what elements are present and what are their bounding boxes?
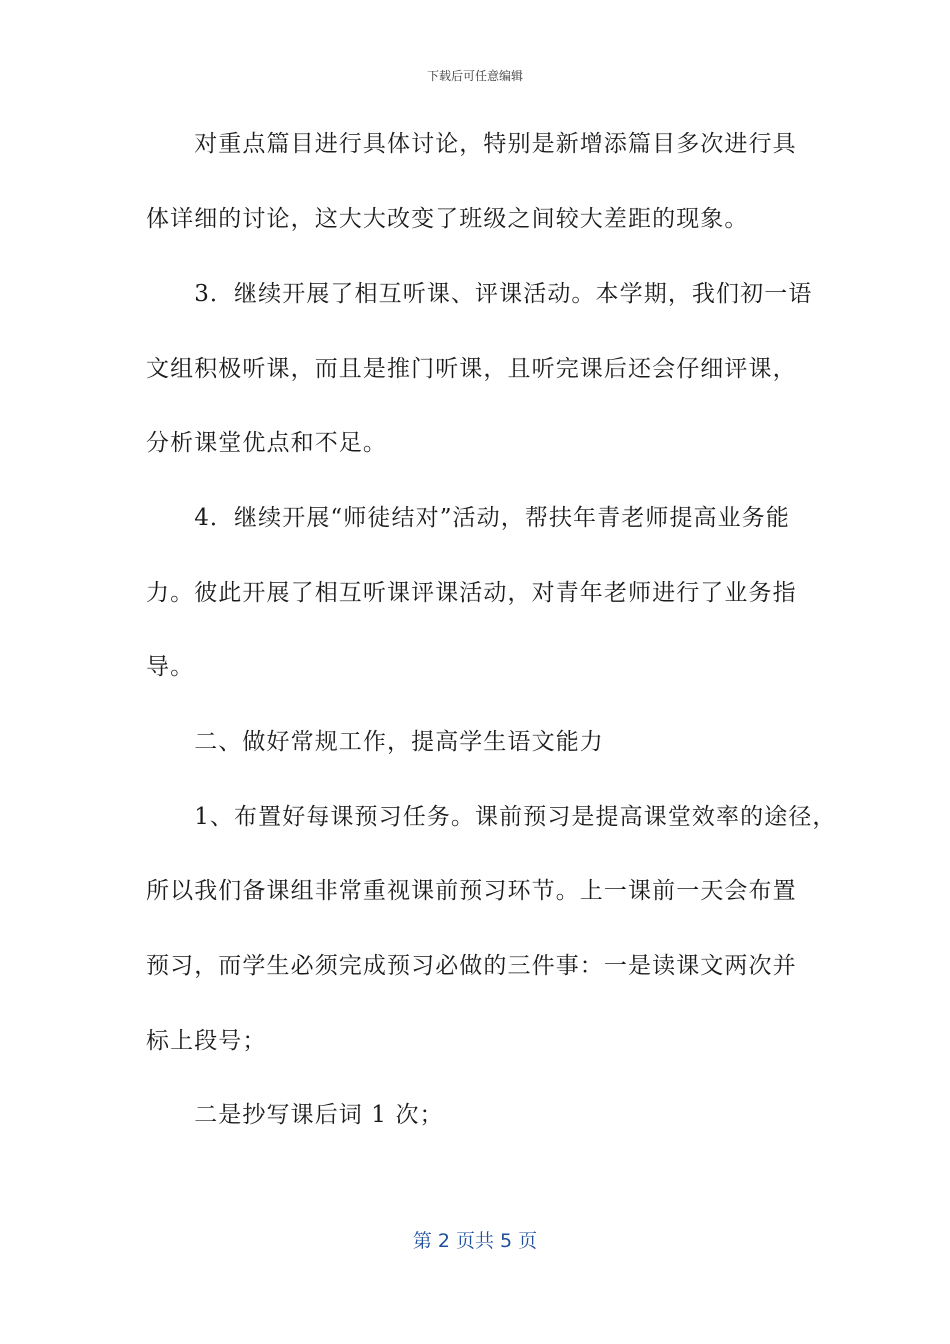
body-line: 体详细的讨论，这大大改变了班级之间较大差距的现象。: [146, 206, 749, 232]
current-page-number: 2: [437, 1230, 450, 1252]
body-line: 预习，而学生必须完成预习必做的三件事：一是读课文两次并: [146, 953, 797, 979]
body-line: 4．继续开展“师徒结对”活动，帮扶年青老师提高业务能: [146, 505, 790, 531]
body-line: 标上段号；: [146, 1028, 267, 1054]
body-line: 对重点篇目进行具体讨论，特别是新增添篇目多次进行具: [146, 131, 797, 157]
page-middle: 页共: [449, 1230, 501, 1252]
body-line: 分析课堂优点和不足。: [146, 430, 387, 456]
body-line: 所以我们备课组非常重视课前预习环节。上一课前一天会布置: [146, 878, 797, 904]
page-suffix: 页: [512, 1230, 538, 1252]
page-header: 下载后可任意编辑: [426, 69, 523, 83]
body-line: 3．继续开展了相互听课、评课活动。本学期，我们初一语: [146, 281, 813, 307]
page-footer: [0, 1226, 950, 1253]
section-heading: 二、做好常规工作，提高学生语文能力: [146, 729, 604, 755]
body-line: 导。: [146, 654, 195, 680]
body-line: 1、布置好每课预习任务。课前预习是提高课堂效率的途径，: [146, 804, 837, 830]
body-line: 二是抄写课后词 1 次；: [146, 1102, 444, 1128]
body-line: 文组积极听课，而且是推门听课，且听完课后还会仔细评课，: [146, 356, 797, 382]
total-pages-number: 5: [500, 1230, 513, 1252]
body-line: 力。彼此开展了相互听课评课活动，对青年老师进行了业务指: [146, 580, 797, 606]
page-prefix: 第: [412, 1230, 438, 1252]
